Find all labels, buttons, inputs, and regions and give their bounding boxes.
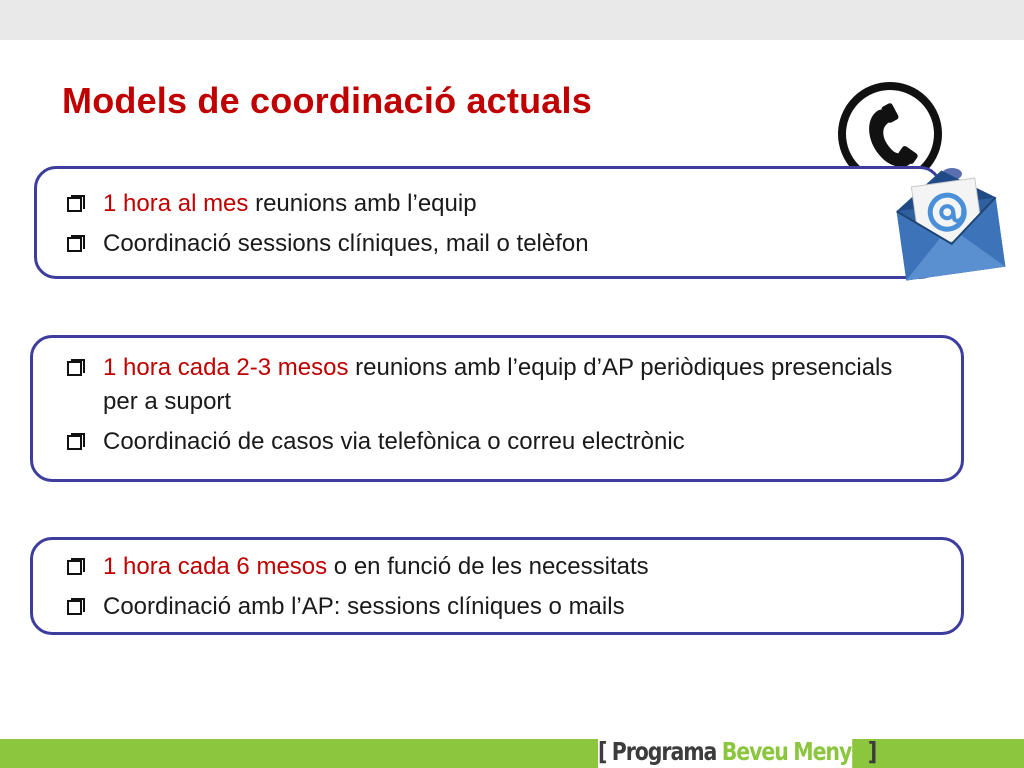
highlight-text: 1 hora cada 6 mesos	[103, 553, 328, 580]
list-item	[67, 227, 589, 261]
list-item	[67, 425, 907, 459]
checkbox-bullet-icon	[67, 358, 87, 378]
highlight-text: 1 hora al mes	[103, 190, 249, 217]
logo-word-menys: Menys	[793, 737, 863, 766]
list-item	[67, 351, 907, 419]
email-icon	[888, 162, 1012, 292]
list-item	[67, 590, 649, 624]
item-text: Coordinació amb l’AP: sessions clíniques o mails	[103, 593, 625, 620]
checkbox-bullet-icon	[67, 234, 87, 254]
checkbox-bullet-icon	[67, 432, 87, 452]
bullet-list	[67, 187, 589, 267]
logo-bracket-close: ]	[867, 737, 877, 766]
item-text: Coordinació sessions clíniques, mail o telèfon	[103, 230, 589, 257]
item-text: reunions amb l’equip	[248, 190, 477, 217]
bullet-list	[67, 550, 649, 630]
list-item	[67, 550, 649, 584]
logo-word-beveu: Beveu	[721, 737, 788, 766]
item-text: o en funció de les necessitats	[327, 553, 649, 580]
checkbox-bullet-icon	[67, 597, 87, 617]
top-band	[0, 0, 1024, 40]
item-text: Coordinació de casos via telefònica o correu electrònic	[103, 428, 685, 455]
checkbox-bullet-icon	[67, 194, 87, 214]
item-text: reunions amb l’equip d’AP periòdiques presencials per a suport	[103, 354, 893, 415]
slide-title: Models de coordinació actuals	[62, 80, 592, 121]
highlight-text: 1 hora cada 2-3 mesos	[103, 354, 349, 381]
coordination-model-box-3	[30, 537, 964, 635]
list-item	[67, 187, 589, 221]
logo-bracket-open: [	[598, 737, 607, 766]
bullet-list	[67, 351, 907, 465]
coordination-model-box-1	[34, 166, 942, 279]
coordination-model-box-2	[30, 335, 964, 482]
logo-word-programa: Programa	[611, 737, 717, 766]
checkbox-bullet-icon	[67, 557, 87, 577]
program-logo	[598, 735, 877, 768]
